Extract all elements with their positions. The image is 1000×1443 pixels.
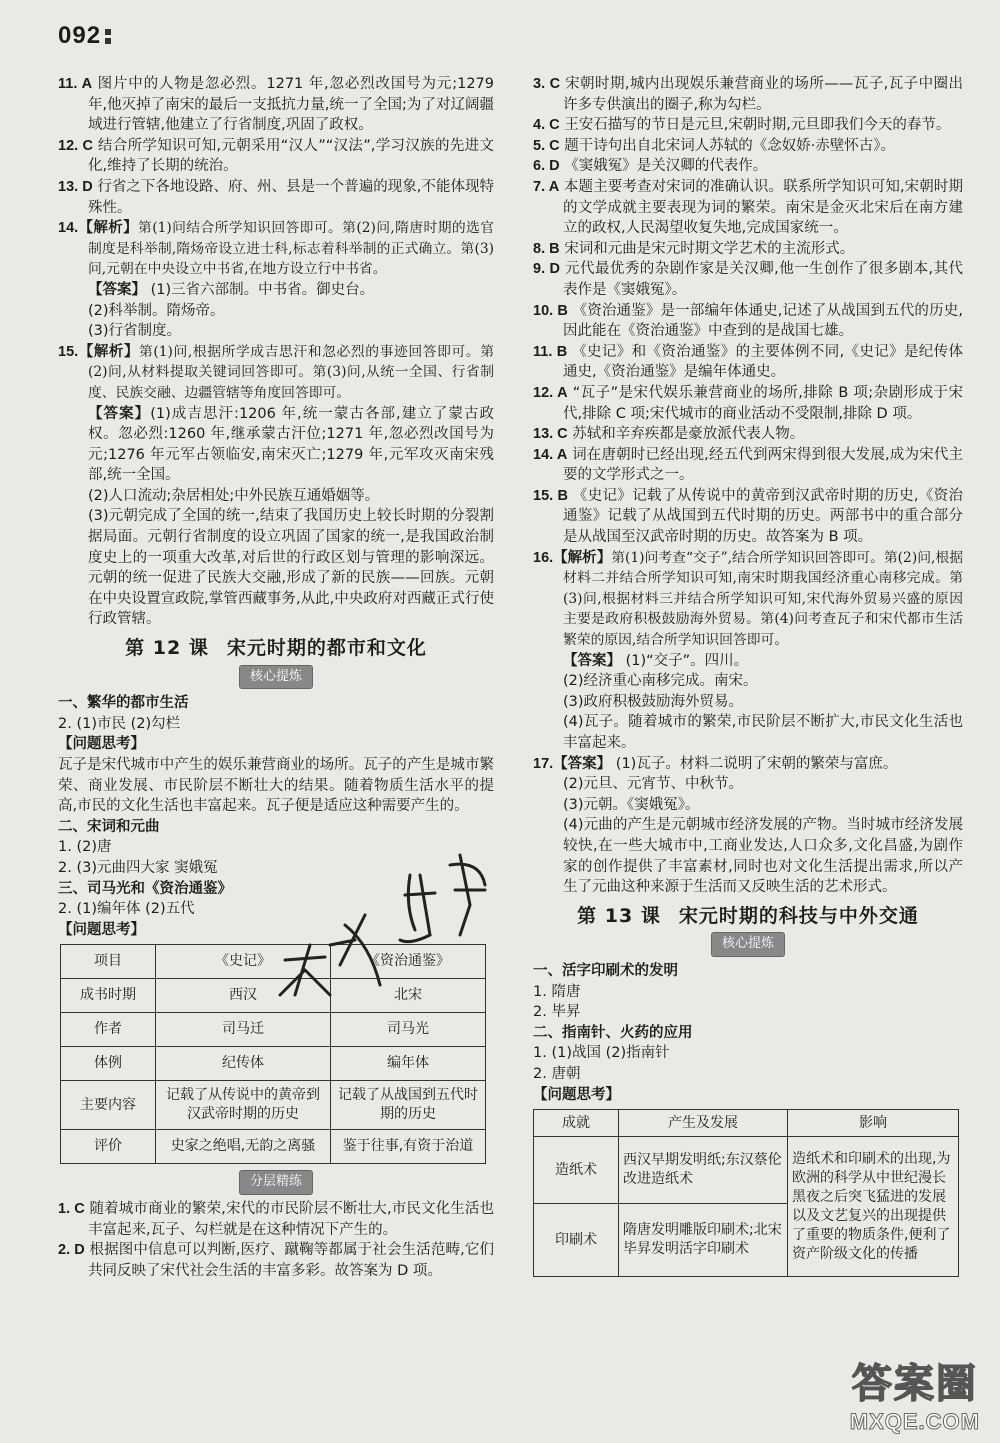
table-cell: 隋唐发明雕版印刷术;北宋毕昇发明活字印刷术 xyxy=(619,1204,788,1277)
lesson-12-title: 第 12 课 宋元时期的都市和文化 xyxy=(125,637,427,660)
table-row xyxy=(61,1013,486,1047)
answer-item: 13. C 苏轼和辛弃疾都是豪放派代表人物。 xyxy=(533,426,805,443)
answer-line: 2. 毕昇 xyxy=(533,1004,581,1021)
answer-item: 12. A “瓦子”是宋代娱乐兼营商业的场所,排除 B 项;杂剧形成于宋代,排除 C 项;宋代城市的商业活动不受限制,排除 D 项。 xyxy=(533,384,964,422)
section-badge-core: 核心提炼 xyxy=(239,665,313,690)
answer-line: (3)政府积极鼓励海外贸易。 xyxy=(563,693,744,710)
page-marker xyxy=(105,29,111,35)
answer-item: 5. C 题干诗句出自北宋词人苏轼的《念奴娇·赤壁怀古》。 xyxy=(533,137,896,154)
answer-item: 13. D 行省之下各地设路、府、州、县是一个普遍的现象,不能体现特殊性。 xyxy=(58,178,495,216)
answer-item: 14. A 词在唐朝时已经出现,经五代到两宋得到很大发展,成为宋代主要的文学形式之一。 xyxy=(533,446,964,484)
answer-item: 16.【解析】第(1)问考查“交子”,结合所学知识回答即可。第(2)问,根据材料二并结合所学知识可知,南宋时期我国经济重心南移完成。第(3)问,根据材料三并结合所学知识可知,宋代海外贸易兴盛的原因主要是政府积极鼓励海外贸易。第(4)问考查瓦子和宋代都市生活繁荣的原因,结合所学知识回答即可。 xyxy=(533,549,964,649)
answer-line: 1. 隋唐 xyxy=(533,983,581,1000)
answer-item: 4. C 王安石描写的节日是元旦,宋朝时期,元旦即我们今天的春节。 xyxy=(533,117,951,134)
answer-line: (4)元曲的产生是元朝城市经济发展的产物。当时城市经济发展较快,在一些大城市中,工商业发达,人口众多,文化昌盛,为剧作家的创作提供了丰富素材,同时也对文化生活提出需求,所以产生了元曲这种来源于生活而又反映生活的艺术形式。 xyxy=(563,817,963,896)
answer-line: 【答案】 (1)“交子”。四川。 xyxy=(563,652,749,669)
answer-line: 2. (1)市民 (2)勾栏 xyxy=(58,715,181,732)
answer-line: 【答案】 (1)三省六部制。中书省。御史台。 xyxy=(88,281,375,298)
table-cell: 北宋 xyxy=(331,979,486,1013)
answer-item: 12. C 结合所学知识可知,元朝采用“汉人”“汉法”,学习汉族的先进文化,维持了长期的统治。 xyxy=(58,137,494,175)
right-column xyxy=(533,74,963,1277)
answer-item: 8. B 宋词和元曲是宋元时期文学艺术的主流形式。 xyxy=(533,240,855,257)
answer-item: 2. D 根据图中信息可以判断,医疗、蹴鞠等都属于社会生活范畴,它们共同反映了宋代社会生活的丰富多彩。故答案为 D 项。 xyxy=(58,1242,495,1279)
answer-line: (3)元朝完成了全国的统一,结束了我国历史上较长时期的分裂割据局面。元朝行省制度的设立巩固了国家的统一,是我国政治制度史上的一项重大改革,对后世的行政区划与管理的影响深远。元朝的统一促进了民族大交融,形成了新的民族——回族。元朝在中央设置宣政院,掌管西藏事务,从此,中央政府对西藏正式行使行政管辖。 xyxy=(88,508,494,628)
answer-line: (2)人口流动;杂居相处;中外民族互通婚姻等。 xyxy=(88,487,380,504)
answer-line: 2. (3)元曲四大家 窦娥冤 xyxy=(58,859,218,876)
section-badge-core: 核心提炼 xyxy=(711,932,785,957)
answer-line: (3)行省制度。 xyxy=(88,323,182,340)
table-cell: 造纸术 xyxy=(534,1137,619,1204)
answer-line: (4)瓦子。随着城市的繁荣,市民阶层不断扩大,市民文化生活也丰富起来。 xyxy=(563,714,963,751)
answer-line: (2)元旦、元宵节、中秋节。 xyxy=(563,776,744,793)
table-cell: 西汉 xyxy=(156,979,331,1013)
answer-line: 1. (1)战国 (2)指南针 xyxy=(533,1045,670,1062)
left-column xyxy=(58,74,494,1281)
answer-item: 14.【解析】第(1)问结合所学知识回答即可。第(2)问,隋唐时期的选官制度是科举制,隋炀帝设立进士科,标志着科举制的正式确立。第(3)问,元朝在中央设立中书省,在地方设立行中书省。 xyxy=(58,220,494,278)
think-text: 瓦子是宋代城市中产生的娱乐兼营商业的场所。瓦子的产生是城市繁荣、商业发展、市民阶层不断壮大的结果。随着物质生活水平的提高,市民的文化生活也丰富起来。瓦子便是适应这种需要产生的。 xyxy=(58,757,494,815)
table-cell: 司马迁 xyxy=(156,1013,331,1047)
answer-item: 11. A 图片中的人物是忽必烈。1271 年,忽必烈改国号为元;1279 年,他灭掉了南宋的最后一支抵抗力量,统一了全国;为了对辽阔疆域进行管辖,他建立了行省制度,巩固了政权。 xyxy=(58,76,495,134)
page-number: 092 xyxy=(58,22,111,50)
watermark-logo: 答案圈 MXQE.COM xyxy=(849,1361,980,1434)
table-cell: 编年体 xyxy=(331,1047,486,1081)
answer-item: 15. B 《史记》记载了从传说中的黄帝到汉武帝时期的历史,《资治通鉴》记载了从战国到五代时期的历史。两部书中的重合部分是从战国至汉武帝时期的历史。故答案为 B 项。 xyxy=(533,487,963,546)
answer-item: 17.【答案】 (1)瓦子。材料二说明了宋朝的繁荣与富庶。 xyxy=(533,755,898,772)
think-heading: 【问题思考】 xyxy=(533,1086,620,1103)
answer-line: 2. (1)编年体 (2)五代 xyxy=(58,901,195,918)
table-header-cell: 影响 xyxy=(788,1110,959,1137)
table-cell: 体例 xyxy=(61,1047,156,1081)
table-header-cell: 成就 xyxy=(534,1110,619,1137)
table-cell: 评价 xyxy=(61,1130,156,1164)
answer-line: 【答案】(1)成吉思汗:1206 年,统一蒙古各部,建立了蒙古政权。忽必烈:1260 年,继承蒙古汗位;1271 年,忽必烈改国号为元;1276 年元军占领临安,南宋灭亡;1279 年,元军攻灭南宋残部,统一全国。 xyxy=(88,405,495,484)
table-cell: 记载了从战国到五代时期的历史 xyxy=(331,1081,486,1130)
think-heading: 【问题思考】 xyxy=(58,921,145,938)
section-badge-layer: 分层精练 xyxy=(239,1170,313,1195)
answer-item: 1. C 随着城市商业的繁荣,宋代的市民阶层不断壮大,市民文化生活也丰富起来,瓦子、勾栏就是在这种情况下产生的。 xyxy=(58,1200,495,1238)
table-row xyxy=(61,1047,486,1081)
think-heading: 【问题思考】 xyxy=(58,736,145,753)
table-cell: 印刷术 xyxy=(534,1204,619,1277)
answer-line: (2)经济重心南移完成。南宋。 xyxy=(563,673,758,690)
table-header-cell: 项目 xyxy=(61,945,156,979)
section-heading: 三、司马光和《资治通鉴》 xyxy=(58,880,232,897)
table-cell: 司马光 xyxy=(331,1013,486,1047)
answer-item: 6. D 《窦娥冤》是关汉卿的代表作。 xyxy=(533,158,768,175)
achievement-table xyxy=(533,1109,959,1277)
table-header-cell: 产生及发展 xyxy=(619,1110,788,1137)
answer-item: 15.【解析】第(1)问,根据所学成吉思汗和忽必烈的事迹回答即可。第(2)问,从材料提取关键词回答即可。第(3)问,从统一全国、行省制度、民族交融、边疆管辖等角度回答即可。 xyxy=(58,343,494,401)
section-heading: 二、宋词和元曲 xyxy=(58,818,160,835)
answer-line: 2. 唐朝 xyxy=(533,1065,581,1082)
table-row xyxy=(61,1130,486,1164)
section-heading: 一、活字印刷术的发明 xyxy=(533,962,678,979)
answer-line: 1. (2)唐 xyxy=(58,839,112,856)
table-cell: 造纸术和印刷术的出现,为欧洲的科学从中世纪漫长黑夜之后突飞猛进的发展以及文艺复兴的出现提供了重要的物质条件,便利了资产阶级文化的传播 xyxy=(788,1137,959,1277)
answer-line: (3)元朝。《窦娥冤》。 xyxy=(563,796,700,813)
table-cell: 纪传体 xyxy=(156,1047,331,1081)
table-cell: 作者 xyxy=(61,1013,156,1047)
table-cell: 西汉早期发明纸;东汉蔡伦改进造纸术 xyxy=(619,1137,788,1204)
answer-item: 7. A 本题主要考查对宋词的准确认识。联系所学知识可知,宋朝时期的文学成就主要表现为词的繁荣。南宋是金灭北宋后在南方建立的政权,人民渴望收复失地,完成国家统一。 xyxy=(533,178,964,237)
answer-item: 11. B 《史记》和《资治通鉴》的主要体例不同,《史记》是纪传体通史,《资治通鉴》是编年体通史。 xyxy=(533,343,964,381)
section-heading: 二、指南针、火药的应用 xyxy=(533,1024,693,1041)
handwriting-scribble xyxy=(270,845,500,1015)
table-cell: 记载了从传说中的黄帝到汉武帝时期的历史 xyxy=(156,1081,331,1130)
table-row xyxy=(61,1081,486,1130)
table-header-row xyxy=(534,1110,959,1137)
table-header-cell: 《史记》 xyxy=(156,945,331,979)
answer-item: 10. B 《资治通鉴》是一部编年体通史,记述了从战国到五代的历史,因此能在《资治通鉴》中查到的是战国七雄。 xyxy=(533,302,963,340)
section-heading: 一、繁华的都市生活 xyxy=(58,695,189,712)
table-header-cell: 《资治通鉴》 xyxy=(331,945,486,979)
answer-item: 9. D 元代最优秀的杂剧作家是关汉卿,他一生创作了很多剧本,其代表作是《窦娥冤》。 xyxy=(533,261,964,298)
table-cell: 鉴于往事,有资于治道 xyxy=(331,1130,486,1164)
table-row xyxy=(534,1137,959,1204)
answer-line: (2)科举制。隋炀帝。 xyxy=(88,302,225,319)
lesson-13-title: 第 13 课 宋元时期的科技与中外交通 xyxy=(577,904,919,927)
answer-item: 3. C 宋朝时期,城内出现娱乐兼营商业的场所——瓦子,瓦子中圈出许多专供演出的圈子,称为勾栏。 xyxy=(533,76,964,113)
table-cell: 成书时期 xyxy=(61,979,156,1013)
table-cell: 主要内容 xyxy=(61,1081,156,1130)
table-cell: 史家之绝唱,无韵之离骚 xyxy=(156,1130,331,1164)
